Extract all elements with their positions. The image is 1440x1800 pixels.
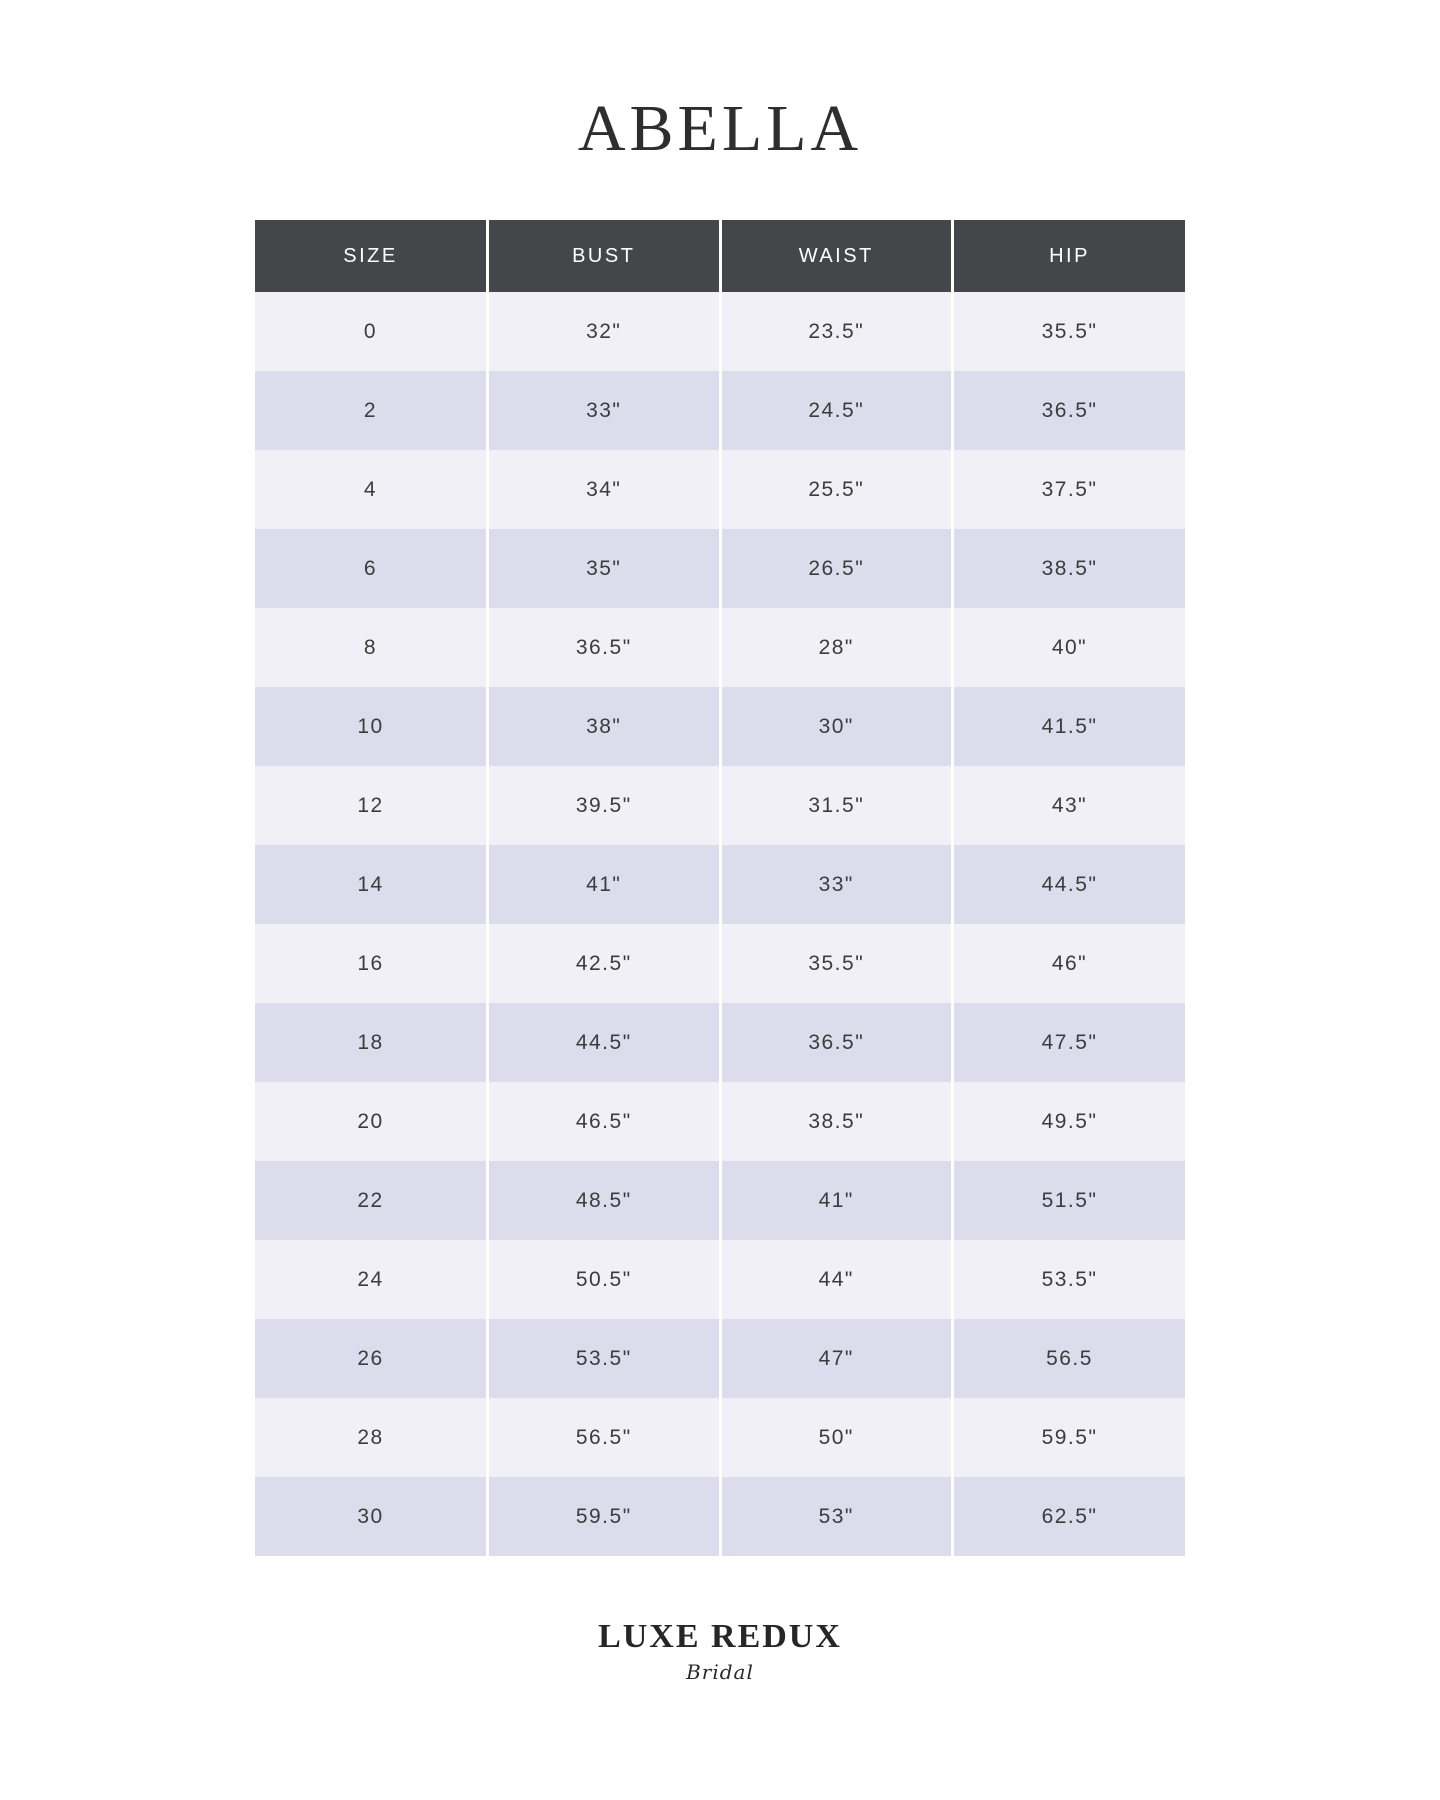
cell-bust: 42.5": [488, 924, 721, 1003]
cell-size: 20: [255, 1082, 488, 1161]
cell-hip: 40": [953, 608, 1186, 687]
table-row: [255, 1082, 1185, 1161]
cell-hip: 41.5": [953, 687, 1186, 766]
cell-hip: 51.5": [953, 1161, 1186, 1240]
cell-hip: 53.5": [953, 1240, 1186, 1319]
cell-waist: 44": [720, 1240, 953, 1319]
table-row: [255, 1161, 1185, 1240]
cell-waist: 47": [720, 1319, 953, 1398]
cell-waist: 53": [720, 1477, 953, 1556]
cell-waist: 24.5": [720, 371, 953, 450]
table-row: [255, 608, 1185, 687]
cell-bust: 34": [488, 450, 721, 529]
cell-size: 18: [255, 1003, 488, 1082]
cell-hip: 47.5": [953, 1003, 1186, 1082]
cell-size: 28: [255, 1398, 488, 1477]
cell-hip: 38.5": [953, 529, 1186, 608]
cell-bust: 56.5": [488, 1398, 721, 1477]
size-chart-table: [255, 220, 1185, 1556]
cell-hip: 37.5": [953, 450, 1186, 529]
cell-waist: 31.5": [720, 766, 953, 845]
cell-bust: 33": [488, 371, 721, 450]
footer-brand-script: Bridal: [686, 1660, 754, 1684]
cell-bust: 48.5": [488, 1161, 721, 1240]
footer-logo: [598, 1620, 842, 1684]
cell-hip: 59.5": [953, 1398, 1186, 1477]
cell-size: 24: [255, 1240, 488, 1319]
cell-bust: 41": [488, 845, 721, 924]
cell-bust: 46.5": [488, 1082, 721, 1161]
cell-hip: 46": [953, 924, 1186, 1003]
cell-size: 8: [255, 608, 488, 687]
table-row: [255, 1003, 1185, 1082]
cell-waist: 30": [720, 687, 953, 766]
cell-bust: 32": [488, 292, 721, 371]
table-row: [255, 1240, 1185, 1319]
size-chart-table-wrapper: [255, 220, 1185, 1556]
table-row: [255, 845, 1185, 924]
table-row: [255, 292, 1185, 371]
cell-size: 6: [255, 529, 488, 608]
cell-bust: 36.5": [488, 608, 721, 687]
table-row: [255, 371, 1185, 450]
cell-hip: 56.5: [953, 1319, 1186, 1398]
cell-waist: 33": [720, 845, 953, 924]
cell-size: 16: [255, 924, 488, 1003]
footer-brand-name: LUXE REDUX: [598, 1618, 842, 1655]
cell-size: 12: [255, 766, 488, 845]
table-header: [255, 220, 1185, 292]
cell-size: 0: [255, 292, 488, 371]
cell-waist: 36.5": [720, 1003, 953, 1082]
column-header-size: SIZE: [255, 220, 488, 292]
cell-bust: 38": [488, 687, 721, 766]
table-row: [255, 687, 1185, 766]
cell-bust: 50.5": [488, 1240, 721, 1319]
cell-bust: 59.5": [488, 1477, 721, 1556]
column-header-bust: BUST: [488, 220, 721, 292]
cell-bust: 35": [488, 529, 721, 608]
cell-waist: 35.5": [720, 924, 953, 1003]
table-row: [255, 450, 1185, 529]
cell-size: 2: [255, 371, 488, 450]
table-row: [255, 1398, 1185, 1477]
cell-hip: 43": [953, 766, 1186, 845]
cell-size: 10: [255, 687, 488, 766]
cell-waist: 26.5": [720, 529, 953, 608]
cell-hip: 44.5": [953, 845, 1186, 924]
cell-size: 22: [255, 1161, 488, 1240]
cell-hip: 36.5": [953, 371, 1186, 450]
cell-waist: 23.5": [720, 292, 953, 371]
column-header-hip: HIP: [953, 220, 1186, 292]
cell-waist: 28": [720, 608, 953, 687]
column-header-waist: WAIST: [720, 220, 953, 292]
table-body: [255, 292, 1185, 1556]
cell-bust: 53.5": [488, 1319, 721, 1398]
table-row: [255, 529, 1185, 608]
cell-hip: 62.5": [953, 1477, 1186, 1556]
cell-waist: 50": [720, 1398, 953, 1477]
cell-waist: 25.5": [720, 450, 953, 529]
table-row: [255, 766, 1185, 845]
table-row: [255, 1477, 1185, 1556]
cell-waist: 38.5": [720, 1082, 953, 1161]
table-row: [255, 924, 1185, 1003]
cell-size: 30: [255, 1477, 488, 1556]
page-title: ABELLA: [577, 92, 863, 165]
cell-size: 14: [255, 845, 488, 924]
cell-bust: 39.5": [488, 766, 721, 845]
cell-hip: 49.5": [953, 1082, 1186, 1161]
cell-bust: 44.5": [488, 1003, 721, 1082]
cell-size: 4: [255, 450, 488, 529]
table-header-row: [255, 220, 1185, 292]
table-row: [255, 1319, 1185, 1398]
cell-hip: 35.5": [953, 292, 1186, 371]
cell-waist: 41": [720, 1161, 953, 1240]
cell-size: 26: [255, 1319, 488, 1398]
